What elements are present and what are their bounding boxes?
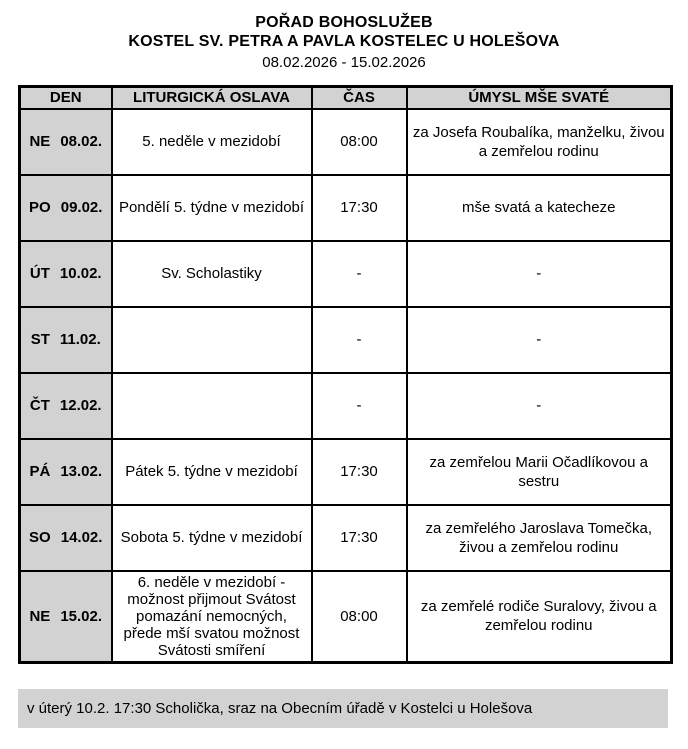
intention-cell: za zemřelého Jaroslava Tomečka, živou a zemřelou rodinu bbox=[407, 505, 672, 571]
time-cell: - bbox=[312, 307, 407, 373]
celebration-cell: Pátek 5. týdne v mezidobí bbox=[112, 439, 312, 505]
day-abbr: NE bbox=[29, 607, 51, 625]
time-cell: - bbox=[312, 241, 407, 307]
page-title: POŘAD BOHOSLUŽEB bbox=[255, 14, 433, 31]
day-date: 11.02. bbox=[59, 331, 101, 348]
time-cell: 17:30 bbox=[312, 505, 407, 571]
day-date: 14.02. bbox=[60, 529, 103, 546]
intention-cell: - bbox=[407, 241, 672, 307]
time-cell: - bbox=[312, 373, 407, 439]
celebration-cell: 5. neděle v mezidobí bbox=[112, 109, 312, 175]
date-range: 08.02.2026 - 15.02.2026 bbox=[262, 54, 426, 71]
schedule-row bbox=[20, 109, 672, 175]
celebration-cell: Sobota 5. týdne v mezidobí bbox=[112, 505, 312, 571]
bulletin-header bbox=[0, 0, 688, 74]
celebration-cell: Pondělí 5. týdne v mezidobí bbox=[112, 175, 312, 241]
intention-cell: - bbox=[407, 373, 672, 439]
day-date: 10.02. bbox=[59, 265, 102, 282]
day-date: 13.02. bbox=[60, 463, 103, 480]
celebration-cell: Sv. Scholastiky bbox=[112, 241, 312, 307]
day-cell bbox=[20, 307, 112, 373]
schedule-row bbox=[20, 241, 672, 307]
intention-cell: mše svatá a katecheze bbox=[407, 175, 672, 241]
day-abbr: SO bbox=[29, 529, 51, 546]
schedule-row bbox=[20, 571, 672, 663]
day-cell bbox=[20, 109, 112, 175]
celebration-cell: 6. neděle v mezidobí - možnost přijmout Svátost pomazání nemocných, přede mší svatou možnost Svátosti smíření bbox=[112, 571, 312, 663]
day-cell bbox=[20, 505, 112, 571]
footer-note bbox=[18, 689, 668, 728]
day-date: 12.02. bbox=[59, 397, 102, 414]
time-cell: 08:00 bbox=[312, 109, 407, 175]
column-header-time: ČAS bbox=[312, 87, 407, 109]
column-header-day: DEN bbox=[20, 87, 112, 109]
schedule-row bbox=[20, 175, 672, 241]
time-cell: 17:30 bbox=[312, 439, 407, 505]
schedule-row bbox=[20, 373, 672, 439]
day-date: 09.02. bbox=[60, 199, 103, 216]
time-cell: 17:30 bbox=[312, 175, 407, 241]
intention-cell: za Josefa Roubalíka, manželku, živou a zemřelou rodinu bbox=[407, 109, 672, 175]
day-abbr: PÁ bbox=[29, 463, 51, 480]
schedule-row bbox=[20, 505, 672, 571]
intention-cell: za zemřelou Marii Očadlíkovou a sestru bbox=[407, 439, 672, 505]
day-cell bbox=[20, 439, 112, 505]
day-abbr: ST bbox=[30, 331, 50, 348]
day-cell bbox=[20, 241, 112, 307]
day-cell bbox=[20, 571, 112, 663]
column-header-celebration: LITURGICKÁ OSLAVA bbox=[112, 87, 312, 109]
schedule-table bbox=[18, 85, 673, 664]
day-abbr: ÚT bbox=[29, 265, 50, 282]
schedule-header-row bbox=[20, 87, 672, 109]
intention-cell: za zemřelé rodiče Suralovy, živou a zemřelou rodinu bbox=[407, 571, 672, 663]
footer-note-text: v úterý 10.2. 17:30 Scholička, sraz na Obecním úřadě v Kostelci u Holešova bbox=[27, 699, 533, 717]
column-header-intention: ÚMYSL MŠE SVATÉ bbox=[407, 87, 672, 109]
day-cell bbox=[20, 373, 112, 439]
time-cell: 08:00 bbox=[312, 571, 407, 663]
day-cell bbox=[20, 175, 112, 241]
day-abbr: NE bbox=[29, 133, 51, 150]
day-date: 15.02. bbox=[60, 607, 103, 625]
day-abbr: ČT bbox=[29, 397, 50, 414]
day-date: 08.02. bbox=[60, 133, 103, 150]
celebration-cell bbox=[112, 373, 312, 439]
celebration-cell bbox=[112, 307, 312, 373]
schedule-body bbox=[20, 109, 672, 663]
intention-cell: - bbox=[407, 307, 672, 373]
day-abbr: PO bbox=[29, 199, 51, 216]
schedule-row bbox=[20, 307, 672, 373]
church-name: KOSTEL SV. PETRA A PAVLA KOSTELEC U HOLEŠOVA bbox=[128, 33, 560, 50]
schedule-row bbox=[20, 439, 672, 505]
